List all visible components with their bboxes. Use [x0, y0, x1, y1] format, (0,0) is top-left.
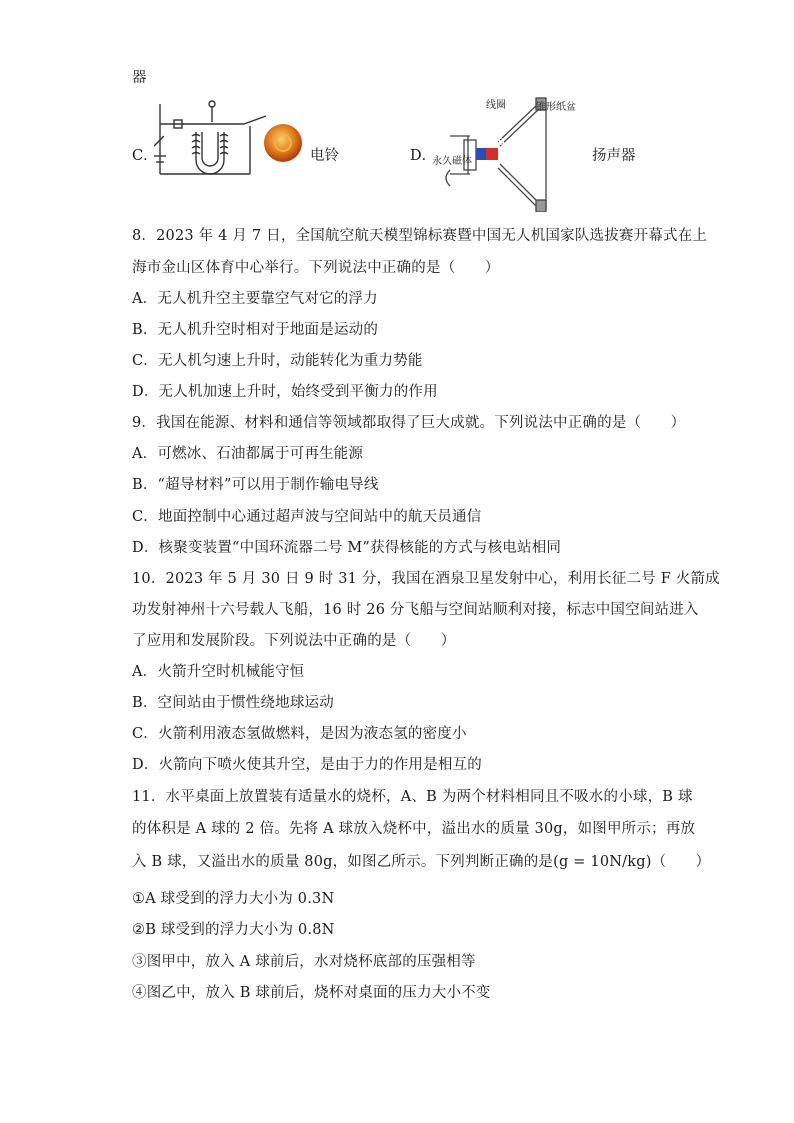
magnet-label: 永久磁体 — [432, 156, 472, 167]
q8-line-1: 8．2023 年 4 月 7 日，全国航空航天模型锦标赛暨中国无人机国家队选拔赛开幕式在上 — [132, 228, 708, 244]
q10-option-b[interactable]: B．空间站由于惯性绕地球运动 — [132, 695, 334, 711]
q11-statement-1: ①A 球受到的浮力大小为 0.3N — [132, 891, 335, 907]
q8-option-c[interactable]: C．无人机匀速上升时，动能转化为重力势能 — [132, 353, 423, 369]
q9-option-c[interactable]: C．地面控制中心通过超声波与空间站中的航天员通信 — [132, 509, 482, 525]
q10-option-a[interactable]: A．火箭升空时机械能守恒 — [132, 664, 305, 680]
option-d-label: D． — [410, 148, 437, 164]
q10-line-3: 了应用和发展阶段。下列说法中正确的是（ ） — [132, 633, 456, 649]
q9-option-b[interactable]: B．“超导材料”可以用于制作输电导线 — [132, 477, 379, 493]
top-fragment: 器 — [132, 70, 147, 86]
magnet-s-label: S — [498, 138, 505, 148]
q10-line-2: 功发射神州十六号载人飞船，16 时 26 分飞船与空间站顺利对接，标志中国空间站进入 — [132, 602, 699, 618]
figure-row — [132, 96, 692, 216]
q9-option-d[interactable]: D．核聚变装置“中国环流器二号 M”获得核能的方式与核电站相同 — [132, 540, 562, 556]
q8-option-d[interactable]: D．无人机加速上升时，始终受到平衡力的作用 — [132, 384, 438, 400]
q8-line-2: 海市金山区体育中心举行。下列说法中正确的是（ ） — [132, 260, 500, 276]
q10-option-c[interactable]: C．火箭利用液态氢做燃料，是因为液态氢的密度小 — [132, 726, 467, 742]
q11-statement-2: ②B 球受到的浮力大小为 0.8N — [132, 922, 335, 938]
q9-option-a[interactable]: A．可燃冰、石油都属于可再生能源 — [132, 446, 364, 462]
q10-line-1: 10．2023 年 5 月 30 日 9 时 31 分，我国在酒泉卫星发射中心，利用长征二号 F 火箭成 — [132, 571, 720, 587]
option-c-label: C． — [132, 148, 158, 164]
magnet-n-label: N — [486, 138, 495, 148]
speaker-caption: 扬声器 — [592, 148, 636, 164]
q11-statement-4: ④图乙中，放入 B 球前后，烧杯对桌面的压力大小不变 — [132, 985, 491, 1001]
q8-option-b[interactable]: B．无人机升空时相对于地面是运动的 — [132, 322, 379, 338]
q8-option-a[interactable]: A．无人机升空主要靠空气对它的浮力 — [132, 291, 378, 307]
q11-line-1: 11．水平桌面上放置装有适量水的烧杯，A、B 为两个材料相同且不吸水的小球，B 球 — [132, 789, 693, 805]
bell-caption: 电铃 — [310, 148, 339, 164]
bell-dome-icon — [262, 122, 304, 164]
coil-label: 线圈 — [486, 100, 506, 111]
q9-line-1: 9．我国在能源、材料和通信等领域都取得了巨大成就。下列说法中正确的是（ ） — [132, 415, 686, 431]
q11-statement-3: ③图甲中，放入 A 球前后，水对烧杯底部的压强相等 — [132, 954, 476, 970]
q10-option-d[interactable]: D．火箭向下喷火使其升空，是由于力的作用是相互的 — [132, 757, 482, 773]
q11-line-2: 的体积是 A 球的 2 倍。先将 A 球放入烧杯中，溢出水的质量 30g，如图甲所示；再放 — [132, 821, 696, 837]
q11-line-3: 入 B 球，又溢出水的质量 80g，如图乙所示。下列判断正确的是(g = 10N/kg)（ ） — [132, 854, 711, 870]
cone-label: 锥形纸盆 — [536, 102, 576, 113]
